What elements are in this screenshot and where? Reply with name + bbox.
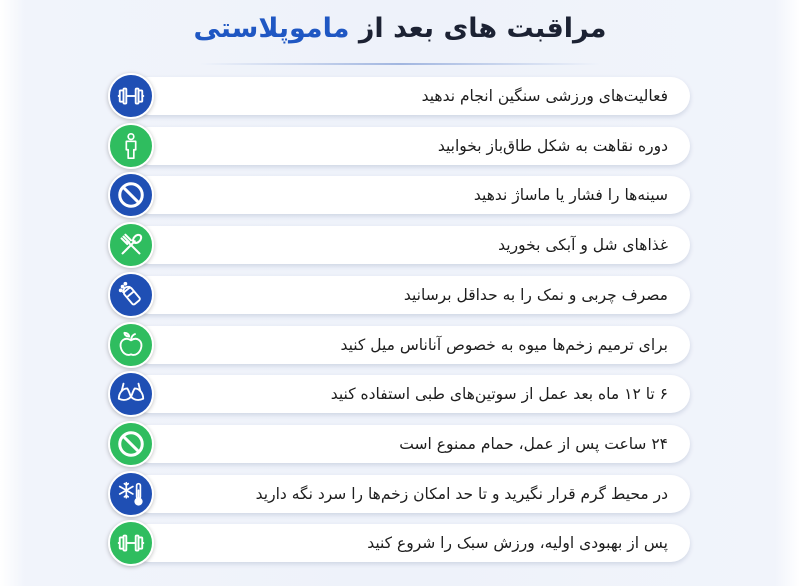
item-label: فعالیت‌های ورزشی سنگین انجام ندهید xyxy=(421,87,668,105)
item-label: ۲۴ ساعت پس از عمل، حمام ممنوع است xyxy=(399,434,668,453)
person-icon xyxy=(116,131,146,161)
item-badge xyxy=(108,371,154,417)
item-badge xyxy=(108,123,154,169)
title-main: مراقبت های بعد از xyxy=(358,13,607,44)
item-badge xyxy=(108,73,154,119)
item-label: در محیط گرم قرار نگیرید و تا حد امکان زخم‌ها را سرد نگه دارید xyxy=(255,484,668,503)
title-highlight: ماموپلاستی xyxy=(193,13,350,44)
list-item xyxy=(108,272,690,320)
item-badge xyxy=(108,222,154,268)
dumbbell-icon xyxy=(116,81,146,111)
item-label: برای ترمیم زخم‌ها میوه به خصوص آناناس میل کنید xyxy=(340,335,668,354)
item-label: پس از بهبودی اولیه، ورزش سبک را شروع کنید xyxy=(367,534,668,553)
utensils-icon xyxy=(116,230,146,260)
list-item xyxy=(108,123,690,171)
list-item xyxy=(108,172,690,220)
item-label: دوره نقاهت به شکل طاق‌باز بخوابید xyxy=(437,136,668,155)
list-item xyxy=(108,322,690,370)
list-item xyxy=(108,73,690,121)
item-label: غذاهای شل و آبکی بخورید xyxy=(498,236,668,255)
list-item xyxy=(108,222,690,270)
list-item xyxy=(108,371,690,419)
item-badge xyxy=(108,322,154,368)
dumbbell-icon xyxy=(116,528,146,558)
no-entry-icon xyxy=(116,180,146,210)
item-label: سینه‌ها را فشار یا ماساژ ندهید xyxy=(473,186,668,205)
list-item xyxy=(108,421,690,469)
snowflake-thermometer-icon xyxy=(116,479,146,509)
salt-shaker-icon xyxy=(116,280,146,310)
item-badge xyxy=(108,520,154,566)
list-item xyxy=(108,520,690,568)
list-item xyxy=(108,471,690,519)
item-label: ۶ تا ۱۲ ماه بعد عمل از سوتین‌های طبی استفاده کنید xyxy=(330,385,668,404)
item-label: مصرف چربی و نمک را به حداقل برسانید xyxy=(403,285,668,304)
no-entry-icon xyxy=(116,429,146,459)
bra-icon xyxy=(116,379,146,409)
item-badge xyxy=(108,272,154,318)
item-badge xyxy=(108,471,154,517)
fruit-icon xyxy=(116,330,146,360)
item-badge xyxy=(108,421,154,467)
